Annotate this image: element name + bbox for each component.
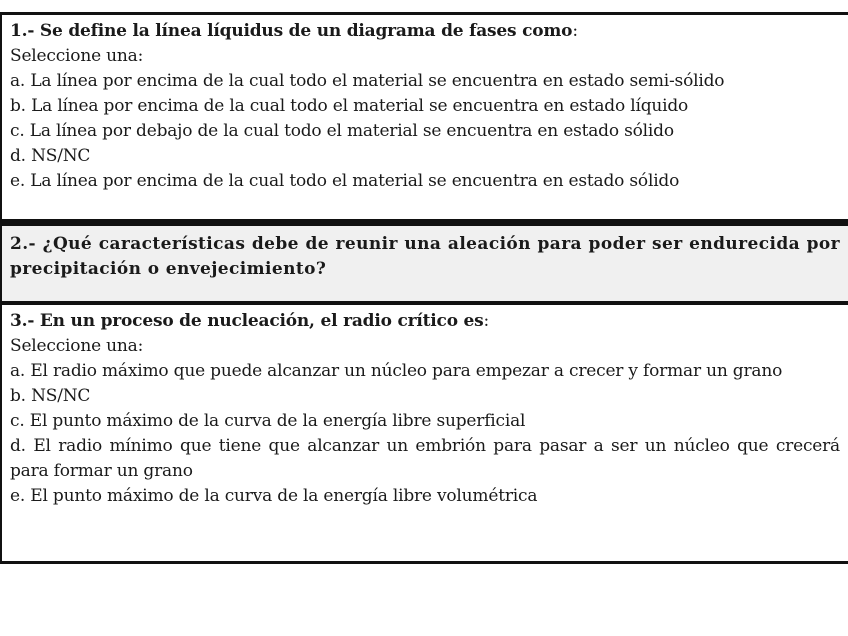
question-1-heading [10, 19, 840, 44]
question-3-heading [10, 309, 840, 334]
question-3-title-suffix: : [483, 311, 490, 331]
question-3-option-b[interactable]: b. NS/NC [10, 386, 91, 406]
question-1-option-d[interactable]: d. NS/NC [10, 146, 91, 166]
question-1-prompt: Seleccione una: [10, 46, 144, 66]
question-3-prompt: Seleccione una: [10, 336, 144, 356]
question-1-option-c[interactable]: c. La línea por debajo de la cual todo el material se encuentra en estado sólido [10, 121, 674, 141]
question-3-option-d[interactable]: d. El radio mínimo que tiene que alcanzar un embrión para pasar a ser un núcleo que crecerá para formar un grano [10, 436, 840, 481]
question-1-option-a[interactable]: a. La línea por encima de la cual todo el material se encuentra en estado semi-sólido [10, 71, 725, 91]
question-3-title: 3.- En un proceso de nucleación, el radio crítico es [10, 311, 484, 331]
question-3-option-a[interactable]: a. El radio máximo que puede alcanzar un núcleo para empezar a crecer y formar un grano [10, 361, 783, 381]
question-2-block [0, 222, 848, 304]
question-3-option-c[interactable]: c. El punto máximo de la curva de la energía libre superficial [10, 411, 526, 431]
question-1-title: 1.- Se define la línea líquidus de un diagrama de fases como [10, 21, 573, 41]
question-3-option-e[interactable]: e. El punto máximo de la curva de la energía libre volumétrica [10, 486, 538, 506]
question-1-title-suffix: : [572, 21, 578, 41]
question-1-block [0, 12, 848, 222]
question-1-option-e[interactable]: e. La línea por encima de la cual todo el material se encuentra en estado sólido [10, 171, 680, 191]
question-2-title: 2.- ¿Qué características debe de reunir una aleación para poder ser endurecida por precipitación o envejecimiento? [10, 234, 840, 279]
question-3-block [0, 302, 848, 564]
question-1-option-b[interactable]: b. La línea por encima de la cual todo el material se encuentra en estado líquido [10, 96, 689, 116]
